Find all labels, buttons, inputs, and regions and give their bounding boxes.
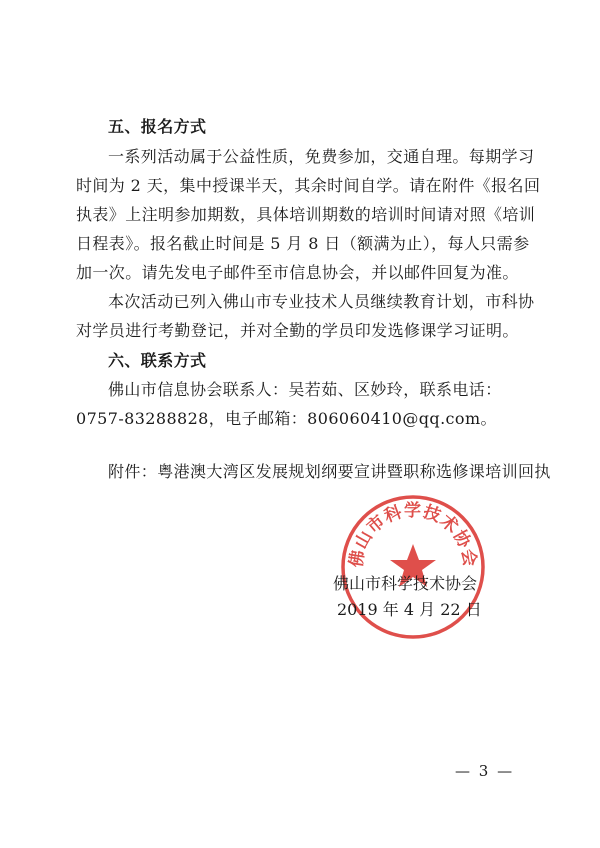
section-heading-signup: 五、报名方式 xyxy=(108,117,207,136)
paragraph-line: 执表》上注明参加期数，具体培训期数的培训时间请对照《培训 xyxy=(76,205,536,224)
page-number: — 3 — xyxy=(455,762,515,780)
paragraph-line: 本次活动已列入佛山市专业技术人员继续教育计划，市科协 xyxy=(108,292,535,311)
paragraph-line: 加一次。请先发电子邮件至市信息协会，并以邮件回复为准。 xyxy=(76,263,519,282)
signature-date: 2019 年 4 月 22 日 xyxy=(337,600,482,619)
svg-text:佛山市科学技术协会: 佛山市科学技术协会 xyxy=(346,501,480,569)
section-heading-contact: 六、联系方式 xyxy=(108,351,207,370)
contact-line: 0757-83288828，电子邮箱：806060410@qq.com。 xyxy=(76,409,497,428)
attachment-line: 附件：粤港澳大湾区发展规划纲要宣讲暨职称选修课培训回执 xyxy=(108,462,551,481)
paragraph-line: 一系列活动属于公益性质，免费参加，交通自理。每期学习 xyxy=(108,147,535,166)
signature-org: 佛山市科学技术协会 xyxy=(333,574,478,593)
paragraph-line: 日程表》。报名截止时间是 5 月 8 日（额满为止），每人只需参 xyxy=(76,234,530,253)
paragraph-line: 时间为 2 天，集中授课半天，其余时间自学。请在附件《报名回 xyxy=(76,176,541,195)
contact-line: 佛山市信息协会联系人：吴若茹、区妙玲，联系电话： xyxy=(108,380,502,399)
paragraph-line: 对学员进行考勤登记，并对全勤的学员印发选修课学习证明。 xyxy=(76,321,519,340)
